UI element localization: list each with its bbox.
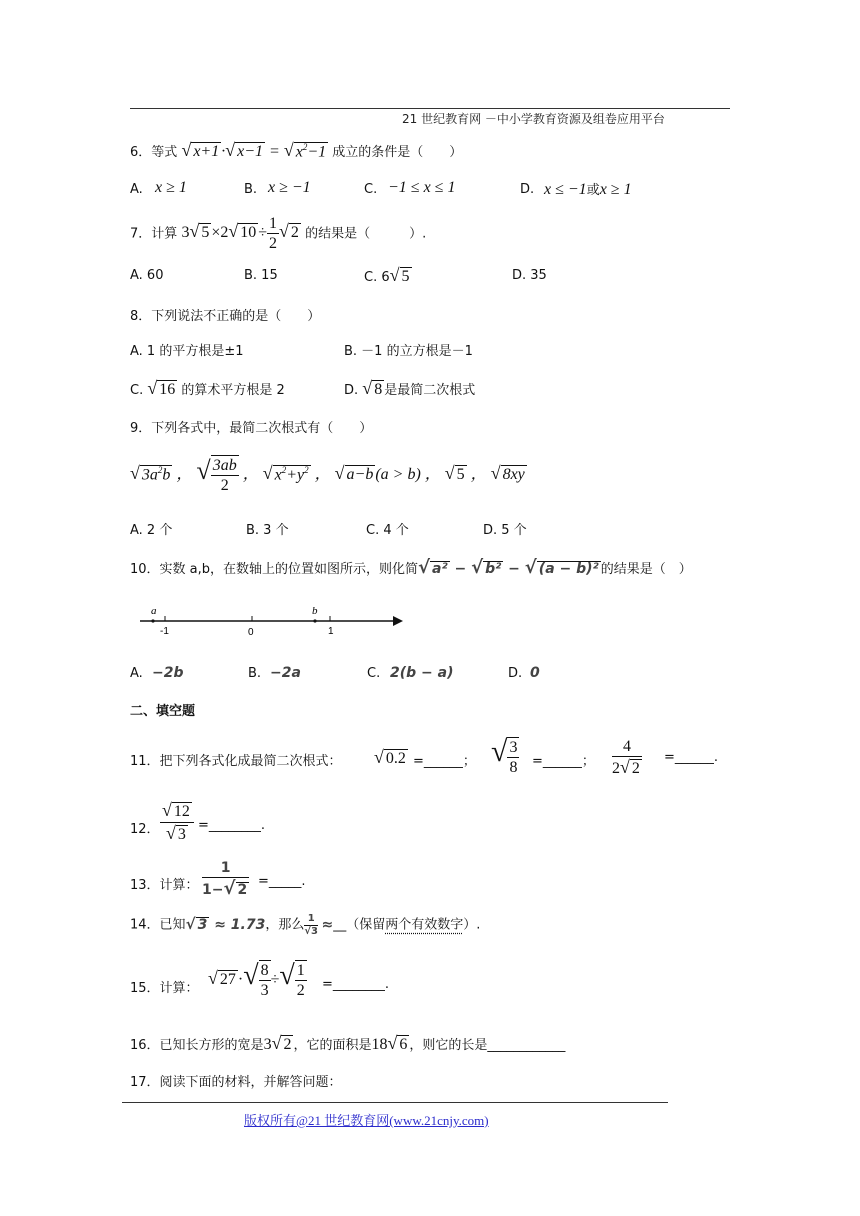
q7-number: 7． xyxy=(130,226,152,242)
footer-link[interactable]: 版权所有@21 世纪教育网(www.21cnjy.com) xyxy=(244,1113,489,1128)
axis-label-b: b xyxy=(312,605,318,617)
q8-line xyxy=(130,305,320,324)
q6-line xyxy=(130,140,462,161)
q11-text: 把下列各式化成最简二次根式： xyxy=(159,754,342,769)
q12-number: 12． xyxy=(130,822,160,837)
q7-expression: 3√ 5 ×2√ 10 ÷ $\frac{1}{2}$ √ 2 xyxy=(181,215,299,253)
q6-opt-d-label: D. xyxy=(520,182,535,197)
q10-opt-c: 2(b − a) xyxy=(390,665,454,681)
q6-opt-a: x ≥ 1 xyxy=(155,179,187,196)
q8-opt-d: D. √ 8 是最简二次根式 xyxy=(344,378,476,398)
q8-opt-b: B. －1 的立方根是－1 xyxy=(344,344,473,359)
number-line xyxy=(135,600,410,645)
q12-answer: =________. xyxy=(198,818,266,833)
q11-answer-1: =______； xyxy=(413,754,476,769)
q13-answer: =_____. xyxy=(258,874,306,889)
q14-post: __（保留 xyxy=(333,917,386,933)
q14-mid: ，那么 xyxy=(265,917,305,933)
footer-rule xyxy=(122,1102,668,1103)
q9-expressions: √ $3a^2b$ ， √ $\frac{3ab}{2}$ ， √ $x^2+y^2$ ， √ a−b (a > b) ， √ 5 ， √ 8xy xyxy=(130,455,525,495)
q10-line xyxy=(130,557,692,578)
q7-post: 的结果是（ ）. xyxy=(305,226,427,242)
q12-expr: $\frac{√ 12}{√ 3}$ xyxy=(160,800,194,844)
q6-opt-d-left: x ≤ −1 xyxy=(544,181,587,198)
q16-line xyxy=(130,1033,565,1054)
q8-number: 8． xyxy=(130,309,152,324)
q17-line xyxy=(130,1071,342,1090)
q17-text: 阅读下面的材料，并解答问题： xyxy=(159,1075,342,1090)
q11-expr-2: √ $\frac{3}{8}$ xyxy=(491,735,518,777)
axis-label-a: a xyxy=(151,605,157,617)
q14-given: √ 3 ≈ 1.73 xyxy=(185,914,266,933)
q10-opt-d-label: D. xyxy=(508,666,523,681)
q6-opt-c-label: C. xyxy=(364,182,378,197)
q16-post: ，则它的长是____________ xyxy=(409,1038,566,1053)
q8-opt-c-label: C. xyxy=(130,383,144,398)
q10-number: 10． xyxy=(130,562,160,577)
q6-opt-d xyxy=(544,179,632,199)
q11-expr-1: √ 0.2 xyxy=(374,747,406,767)
q8-opt-a: A. 1 的平方根是±1 xyxy=(130,344,244,359)
q10-opt-d: 0 xyxy=(530,665,540,681)
q9-line xyxy=(130,417,372,436)
header-rule xyxy=(130,108,730,109)
q16-width: 3√ 2 xyxy=(263,1033,292,1053)
q11-answer-2: =______； xyxy=(532,754,595,769)
q9-opt-a: A. 2 个 xyxy=(130,523,173,538)
axis-label-neg1: -1 xyxy=(160,626,169,637)
q10-expression: √ a² − √ b² − √ (a − b)² xyxy=(418,557,599,578)
q15-answer: =________. xyxy=(322,977,390,992)
q14-end: ）. xyxy=(463,917,481,933)
q16-pre: 已知长方形的宽是 xyxy=(159,1038,264,1053)
q11-expr-3: $\frac{4}{2√ 2}$ xyxy=(612,738,640,778)
q15-pre: 计算： xyxy=(159,981,199,996)
q8-opt-d-label: D. xyxy=(344,383,359,398)
q6-opt-d-or: 或 xyxy=(586,183,600,198)
q7-opt-d: D. 35 xyxy=(512,268,547,283)
q9-number: 9． xyxy=(130,421,152,436)
q15-line xyxy=(130,977,199,996)
q6-opt-c: −1 ≤ x ≤ 1 xyxy=(388,179,456,196)
q9-opt-b: B. 3 个 xyxy=(246,523,289,538)
q9-opt-c: C. 4 个 xyxy=(366,523,409,538)
q6-opt-a-label: A. xyxy=(130,182,143,197)
q13-number: 13． xyxy=(130,878,160,893)
q7-pre: 计算 xyxy=(151,226,178,242)
q6-pre: 等式 xyxy=(151,145,178,160)
q10-pre: 实数 a,b，在数轴上的位置如图所示，则化简 xyxy=(159,562,419,577)
q15-expr: √ 27 ·√ $\frac{8}{3}$ ÷√ $\frac{1}{2}$ xyxy=(208,960,305,1000)
q16-area: 18√ 6 xyxy=(371,1033,408,1053)
axis-label-1: 1 xyxy=(328,626,334,637)
q13-pre: 计算： xyxy=(159,878,199,893)
q9-text: 下列各式中，最简二次根式有（ ） xyxy=(151,421,373,436)
q7-opt-a: A. 60 xyxy=(130,268,164,283)
q14-target: $\frac{1}{√3}$ ≈ xyxy=(304,913,334,937)
q9-opt-d: D. 5 个 xyxy=(483,523,527,538)
q6-opt-b-label: B. xyxy=(244,182,258,197)
q7-opt-c-label: C. 6 xyxy=(364,270,390,285)
q13-line xyxy=(130,874,199,893)
q10-opt-a: −2b xyxy=(152,665,184,681)
section-title: 二、填空题 xyxy=(130,704,196,719)
q14-dotted: 两个有效数字 xyxy=(385,917,464,933)
q10-opt-b: −2a xyxy=(270,665,301,681)
header-text: 21 世纪教育网 －中小学教育资源及组卷应用平台 xyxy=(402,112,665,126)
q8-text: 下列说法不正确的是（ ） xyxy=(151,309,321,324)
q16-number: 16． xyxy=(130,1038,160,1053)
q13-expr: $\frac{1}{1-√ 2}$ xyxy=(202,860,248,899)
q7-opt-c: C. 6√ 5 xyxy=(364,265,410,285)
q6-number: 6． xyxy=(130,145,152,160)
q7-line xyxy=(130,214,426,253)
q15-number: 15． xyxy=(130,981,160,996)
q10-opt-b-label: B. xyxy=(248,666,262,681)
q6-opt-d-right: x ≥ 1 xyxy=(599,181,632,198)
q14-line xyxy=(130,913,480,938)
q11-number: 11． xyxy=(130,754,160,769)
q8-opt-c: C. √ 16 的算术平方根是 2 xyxy=(130,378,285,398)
q6-opt-b: x ≥ −1 xyxy=(268,179,311,196)
q10-opt-c-label: C. xyxy=(367,666,381,681)
q6-post: 成立的条件是（ ） xyxy=(332,145,463,160)
q17-number: 17． xyxy=(130,1075,160,1090)
q14-number: 14． xyxy=(130,917,160,933)
axis-label-0: 0 xyxy=(248,627,254,638)
q14-pre: 已知 xyxy=(159,917,186,933)
q8-opt-c-text: 的算术平方根是 2 xyxy=(181,383,285,398)
q8-opt-d-text: 是最简二次根式 xyxy=(384,383,476,398)
q6-equation: √ x+1 ·√ x−1 = √ $x^2-1$ xyxy=(181,140,327,160)
q10-opt-a-label: A. xyxy=(130,666,143,681)
q7-opt-b: B. 15 xyxy=(244,268,278,283)
q10-post: 的结果是（ ） xyxy=(600,562,692,577)
q11-line xyxy=(130,750,342,769)
q11-answer-3: =______. xyxy=(664,750,719,765)
q16-mid: ，它的面积是 xyxy=(293,1038,372,1053)
